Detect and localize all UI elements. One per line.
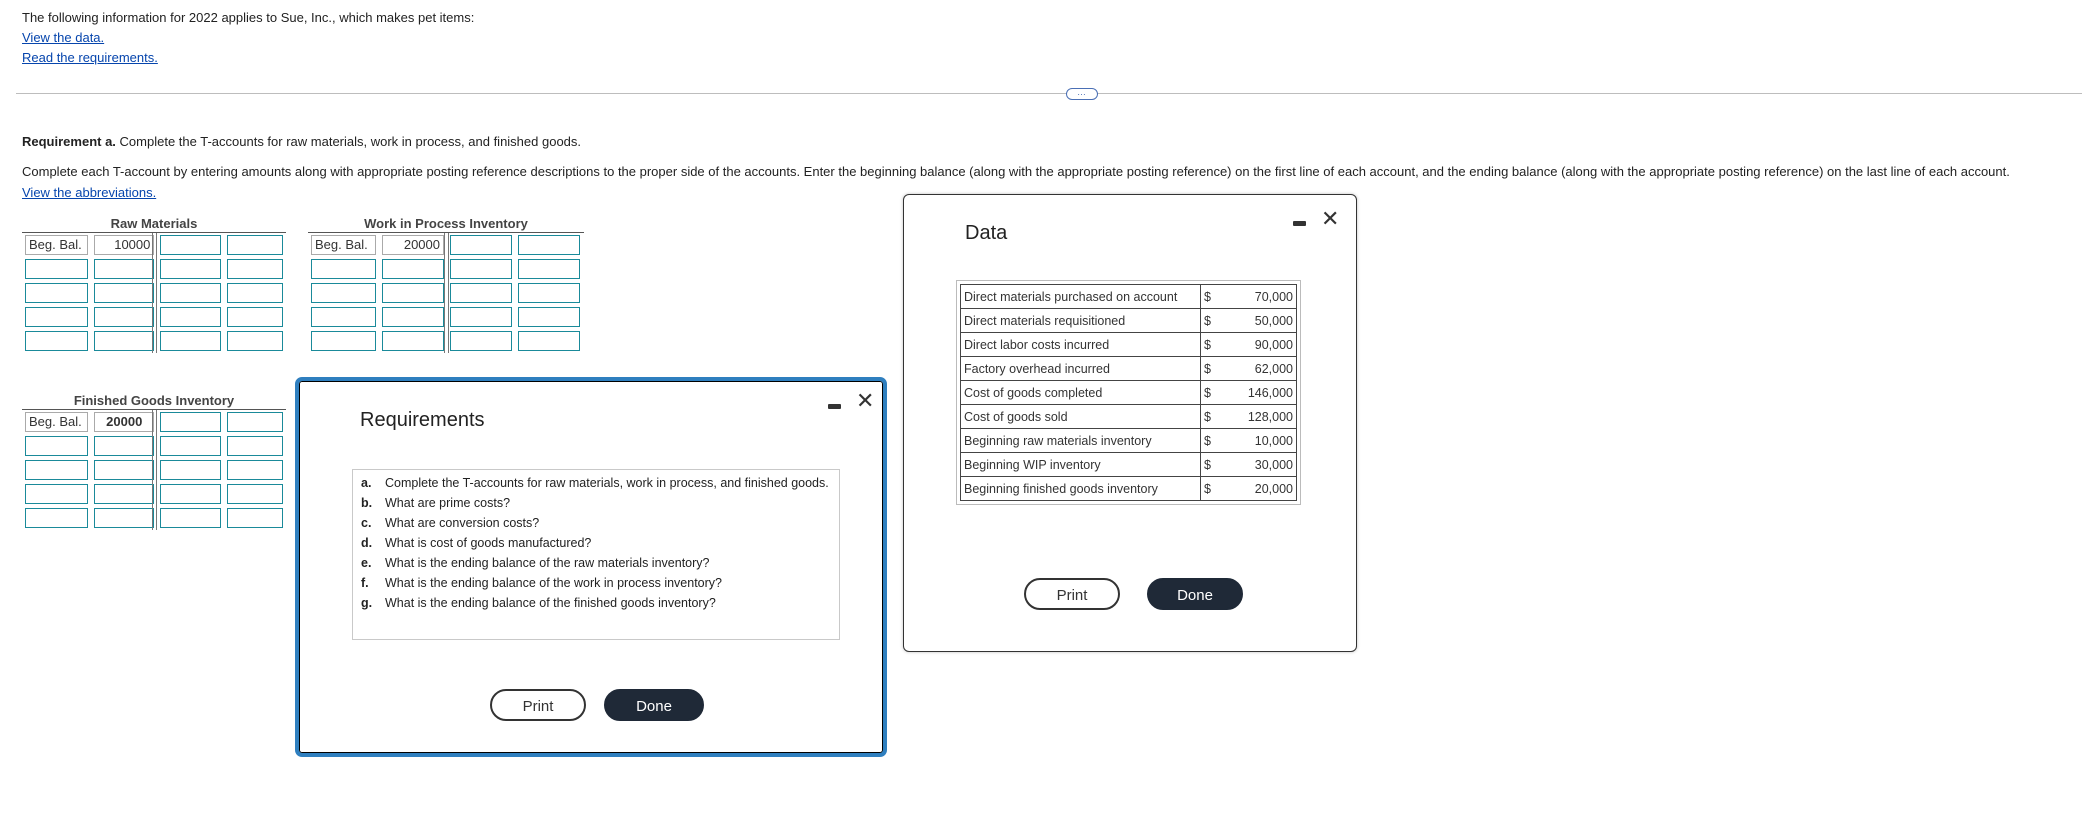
data-table-row (961, 357, 1297, 381)
intro-block (22, 8, 474, 68)
credit-amount-input[interactable] (227, 460, 283, 480)
requirement-a-label: Requirement a. (22, 134, 116, 149)
requirement-a-text: Complete the T-accounts for raw materials, work in process, and finished goods. (115, 134, 582, 149)
data-row-description: Factory overhead incurred (961, 357, 1201, 381)
beg-bal-label: Beg. Bal. (25, 235, 88, 255)
data-row-currency: $ (1201, 309, 1229, 333)
requirement-letter: e. (361, 556, 372, 570)
taccount-divider (444, 233, 449, 353)
data-row-description: Cost of goods sold (961, 405, 1201, 429)
credit-label-input[interactable] (160, 508, 220, 528)
credit-label-input[interactable] (450, 331, 512, 351)
credit-amount-input[interactable] (518, 283, 580, 303)
data-table-row (961, 453, 1297, 477)
data-row-description: Direct materials requisitioned (961, 309, 1201, 333)
debit-label-input[interactable] (25, 484, 88, 504)
view-abbreviations-link[interactable]: View the abbreviations. (22, 185, 157, 200)
data-row-value: 128,000 (1229, 405, 1297, 429)
beg-bal-amount: 10000 (94, 235, 154, 255)
data-table-row (961, 285, 1297, 309)
credit-label-input[interactable] (160, 484, 220, 504)
taccount-title: Work in Process Inventory (364, 216, 528, 231)
minimize-icon[interactable] (1293, 221, 1306, 226)
debit-label-input[interactable] (311, 259, 376, 279)
requirement-a-heading (22, 134, 581, 149)
requirement-text: What is the ending balance of the finished goods inventory? (385, 596, 716, 610)
requirement-text: What is the ending balance of the raw materials inventory? (385, 556, 710, 570)
beg-bal-amount: 20000 (382, 235, 444, 255)
credit-amount-input[interactable] (518, 259, 580, 279)
credit-label-input[interactable] (160, 259, 220, 279)
requirement-text: What is the ending balance of the work in process inventory? (385, 576, 722, 590)
debit-amount-input[interactable] (382, 259, 444, 279)
debit-amount-input[interactable] (94, 307, 154, 327)
credit-label-input[interactable] (160, 412, 220, 432)
debit-label-input[interactable] (25, 331, 88, 351)
debit-amount-input[interactable] (94, 436, 154, 456)
close-icon[interactable]: ✕ (856, 388, 875, 413)
taccount-body (22, 409, 286, 530)
debit-amount-input[interactable] (94, 484, 154, 504)
credit-label-input[interactable] (160, 235, 220, 255)
data-table-row (961, 429, 1297, 453)
requirement-letter: g. (361, 596, 373, 610)
taccount-finished-goods (22, 393, 286, 530)
requirement-letter: c. (361, 516, 372, 530)
debit-label-input[interactable] (311, 283, 376, 303)
intro-text: The following information for 2022 applies to Sue, Inc., which makes pet items: (22, 10, 475, 25)
debit-label-input[interactable] (25, 436, 88, 456)
close-icon[interactable]: ✕ (1321, 206, 1340, 231)
debit-amount-input[interactable] (94, 331, 154, 351)
credit-label-input[interactable] (160, 283, 220, 303)
data-row-currency: $ (1201, 381, 1229, 405)
requirement-item (361, 576, 831, 590)
data-row-currency: $ (1201, 405, 1229, 429)
data-row-value: 20,000 (1229, 477, 1297, 501)
requirement-item (361, 496, 831, 510)
data-row-currency: $ (1201, 429, 1229, 453)
section-divider (16, 93, 2082, 94)
credit-amount-input[interactable] (227, 484, 283, 504)
beg-bal-label: Beg. Bal. (311, 235, 376, 255)
credit-amount-input[interactable] (227, 235, 283, 255)
debit-amount-input[interactable] (94, 259, 154, 279)
credit-label-input[interactable] (450, 259, 512, 279)
data-row-value: 70,000 (1229, 285, 1297, 309)
data-modal-title: Data (965, 222, 1008, 244)
beg-bal-amount: 20000 (94, 412, 154, 432)
requirements-modal (295, 377, 887, 757)
credit-amount-input[interactable] (227, 331, 283, 351)
data-table-row (961, 381, 1297, 405)
data-table-frame (956, 280, 1301, 505)
view-data-link[interactable]: View the data. (22, 30, 105, 45)
data-table-row (961, 405, 1297, 429)
credit-label-input[interactable] (160, 460, 220, 480)
credit-amount-input[interactable] (518, 307, 580, 327)
data-modal (903, 194, 1357, 652)
data-row-description: Direct labor costs incurred (961, 333, 1201, 357)
taccount-title: Raw Materials (110, 216, 198, 231)
credit-amount-input[interactable] (227, 412, 283, 432)
minimize-icon[interactable] (828, 404, 841, 409)
data-row-description: Beginning raw materials inventory (961, 429, 1201, 453)
credit-amount-input[interactable] (227, 436, 283, 456)
data-row-currency: $ (1201, 453, 1229, 477)
data-table-row (961, 477, 1297, 501)
requirement-text: What are conversion costs? (385, 516, 540, 530)
taccount-raw-materials (22, 216, 286, 353)
credit-label-input[interactable] (450, 235, 512, 255)
taccount-divider (152, 233, 157, 353)
debit-amount-input[interactable] (94, 283, 154, 303)
credit-amount-input[interactable] (227, 283, 283, 303)
beg-bal-label: Beg. Bal. (25, 412, 88, 432)
debit-label-input[interactable] (25, 508, 88, 528)
taccount-body (22, 232, 286, 353)
debit-label-input[interactable] (311, 331, 376, 351)
data-row-currency: $ (1201, 285, 1229, 309)
requirement-item (361, 516, 831, 530)
data-row-value: 30,000 (1229, 453, 1297, 477)
taccount-divider (152, 410, 157, 530)
data-row-description: Direct materials purchased on account (961, 285, 1201, 309)
debit-amount-input[interactable] (382, 283, 444, 303)
credit-label-input[interactable] (450, 307, 512, 327)
requirement-item (361, 536, 831, 550)
debit-amount-input[interactable] (94, 460, 154, 480)
requirement-letter: b. (361, 496, 373, 510)
requirements-list (352, 469, 840, 640)
requirement-item (361, 476, 831, 490)
debit-amount-input[interactable] (94, 508, 154, 528)
data-table-row (961, 333, 1297, 357)
credit-label-input[interactable] (160, 307, 220, 327)
instructions-text: Complete each T-account by entering amounts along with appropriate posting reference descriptions to the proper side of the accounts. Enter the beginning balance (along with the appropriate posting reference) on the first line of each account, and the ending balance (along with the appropriate posting reference) on the last line of each account. (22, 164, 2010, 179)
data-table (960, 284, 1297, 501)
data-row-value: 62,000 (1229, 357, 1297, 381)
credit-label-input[interactable] (450, 283, 512, 303)
credit-label-input[interactable] (160, 436, 220, 456)
data-row-value: 10,000 (1229, 429, 1297, 453)
requirements-done-button[interactable]: Done (604, 689, 704, 721)
credit-amount-input[interactable] (518, 331, 580, 351)
read-requirements-link[interactable]: Read the requirements. (22, 50, 158, 65)
requirements-print-button[interactable]: Print (490, 689, 586, 721)
debit-label-input[interactable] (25, 283, 88, 303)
requirement-text: What is cost of goods manufactured? (385, 536, 592, 550)
data-done-button[interactable]: Done (1147, 578, 1243, 610)
requirement-text: What are prime costs? (385, 496, 511, 510)
debit-label-input[interactable] (25, 307, 88, 327)
taccount-wip (308, 216, 584, 353)
taccount-body (308, 232, 584, 353)
debit-label-input[interactable] (25, 259, 88, 279)
data-row-value: 146,000 (1229, 381, 1297, 405)
data-row-currency: $ (1201, 333, 1229, 357)
data-print-button[interactable]: Print (1024, 578, 1120, 610)
requirement-text: Complete the T-accounts for raw materials, work in process, and finished goods. (385, 476, 829, 490)
taccount-title: Finished Goods Inventory (73, 393, 235, 408)
requirement-letter: d. (361, 536, 373, 550)
data-row-description: Beginning finished goods inventory (961, 477, 1201, 501)
data-row-value: 50,000 (1229, 309, 1297, 333)
data-table-row (961, 309, 1297, 333)
credit-amount-input[interactable] (227, 259, 283, 279)
requirement-letter: a. (361, 476, 372, 490)
requirement-letter: f. (361, 576, 369, 590)
credit-amount-input[interactable] (227, 307, 283, 327)
credit-amount-input[interactable] (518, 235, 580, 255)
debit-label-input[interactable] (311, 307, 376, 327)
debit-amount-input[interactable] (382, 331, 444, 351)
debit-amount-input[interactable] (382, 307, 444, 327)
data-row-currency: $ (1201, 477, 1229, 501)
requirement-item (361, 556, 831, 570)
credit-label-input[interactable] (160, 331, 220, 351)
requirement-item (361, 596, 831, 610)
data-row-value: 90,000 (1229, 333, 1297, 357)
data-row-currency: $ (1201, 357, 1229, 381)
debit-label-input[interactable] (25, 460, 88, 480)
data-row-description: Beginning WIP inventory (961, 453, 1201, 477)
requirements-modal-title: Requirements (360, 409, 485, 431)
expand-dots-button[interactable]: … (1066, 88, 1098, 100)
data-row-description: Cost of goods completed (961, 381, 1201, 405)
credit-amount-input[interactable] (227, 508, 283, 528)
